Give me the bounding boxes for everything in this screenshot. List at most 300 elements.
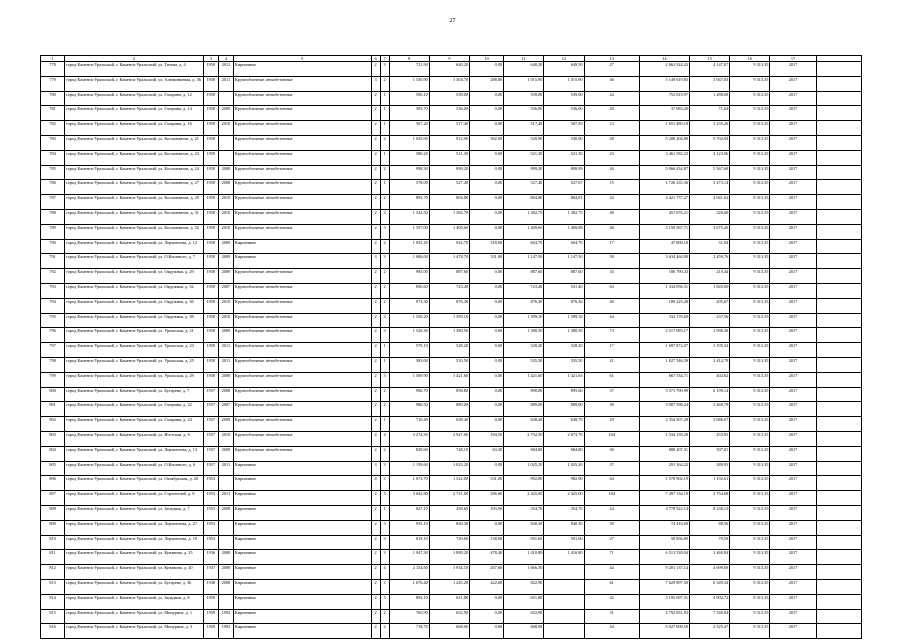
cost-per-sqm-cell: 507,01 [690,446,730,461]
entrances-cell: 3 [380,579,389,594]
repair-cost-cell: 47 800,10 [639,239,689,254]
wall-material-cell: Крупноблочные лёгкобетонные [233,195,371,210]
living-area-cell: 521,30 [429,150,469,165]
nonresidential-area-cell: 0,00 [470,298,504,313]
entrances-cell: 3 [380,520,389,535]
living-area-cell: 1 382,70 [429,210,469,225]
max-cost-cell: 9 313,35 [730,461,770,476]
build-year-cell: 1958 [203,210,218,225]
living-area-cell: 539,00 [429,91,469,106]
total-area-cell: 996,70 [389,387,429,402]
address-cell: город Каменск-Уральский, г. Каменск-Уральский, ул. Гагарина, д. 12 [65,91,204,106]
municipal-area-cell: 536,00 [544,106,584,121]
cost-per-sqm-cell: 7 340,84 [690,609,730,624]
trailing-empty-cell [816,224,861,239]
repair-year-cell [218,535,233,550]
wall-material-cell: Кирпичные [233,491,371,506]
table-row [41,358,862,373]
planned-year-cell: 2017 [770,106,816,121]
repair-year-cell [218,476,233,491]
page-number: 27 [449,18,456,24]
municipal-area-cell: 530,90 [544,136,584,151]
entrances-cell: 2 [380,165,389,180]
column-number-cell: 6 [371,56,380,62]
cost-per-sqm-cell: 3 947,03 [690,76,730,91]
table-row [41,565,862,580]
address-cell: город Каменск-Уральский, г. Каменск-Уральский, ул. Космонавтов, д. 24 [65,165,204,180]
repair-year-cell: 1992 [218,609,233,624]
wall-material-cell: Крупноблочные лёгкобетонные [233,180,371,195]
floors-cell: 2 [371,624,380,639]
cost-per-sqm-cell: 289,95 [690,461,730,476]
table-row [41,609,862,624]
cost-per-sqm-cell: 4 941,62 [690,195,730,210]
planned-year-cell: 2017 [770,372,816,387]
cost-per-sqm-cell: 1 996,38 [690,328,730,343]
max-cost-cell: 9 313,35 [730,328,770,343]
repair-year-cell [218,594,233,609]
private-area-cell: 638,40 [504,417,544,432]
private-area-cell: 527,40 [504,180,544,195]
repair-year-cell: 2011 [218,461,233,476]
floors-cell: 2 [371,550,380,565]
row-number-cell: 803 [41,432,65,447]
repair-year-cell [218,91,233,106]
build-year-cell: 1959 [203,624,218,639]
table-row [41,594,862,609]
municipal-area-cell: 2 425,00 [544,491,584,506]
column-number-cell: 9 [429,56,469,62]
address-cell: город Каменск-Уральский, г. Каменск-Уральский, ул. Окружная, д. 38 [65,313,204,328]
repair-cost-cell: 5 066 434,87 [639,165,689,180]
municipal-area-cell: 535,50 [544,358,584,373]
row-number-cell: 801 [41,402,65,417]
repair-year-cell [218,136,233,151]
nonresidential-area-cell: 0,00 [470,343,504,358]
cost-per-sqm-cell: 6 349,34 [690,579,730,594]
address-cell: город Каменск-Уральский, г. Каменск-Уральский, ул. Гагарина, д. 16 [65,121,204,136]
wall-material-cell: Кирпичные [233,579,371,594]
living-area-cell: 1 522,00 [429,476,469,491]
residents-cell: 48 [584,210,639,225]
address-cell: город Каменск-Уральский, г. Каменск-Уральский, ул. Бугарева, д. 36 [65,579,204,594]
entrances-cell: 3 [380,476,389,491]
build-year-cell: 1958 [203,195,218,210]
column-number-cell: 4 [218,56,233,62]
nonresidential-area-cell: 0,00 [470,165,504,180]
total-area-cell: 567,20 [389,121,429,136]
entrances-cell: 2 [380,387,389,402]
trailing-empty-cell [816,372,861,387]
row-number-cell: 815 [41,609,65,624]
nonresidential-area-cell: 0,00 [470,150,504,165]
trailing-empty-cell [816,535,861,550]
living-area-cell: 912,90 [429,136,469,151]
row-number-cell: 807 [41,491,65,506]
planned-year-cell: 2017 [770,579,816,594]
floors-cell: 3 [371,461,380,476]
wall-material-cell: Кирпичные [233,506,371,521]
residents-cell: 36 [584,446,639,461]
private-area-cell: 899,20 [504,165,544,180]
nonresidential-area-cell: 392,00 [470,136,504,151]
build-year-cell: 1958 [203,269,218,284]
address-cell: город Каменск-Уральский, г. Каменск-Уральский, ул. Космонавтов, д. 32 [65,224,204,239]
build-year-cell: 1958 [203,224,218,239]
address-cell: город Каменск-Уральский, г. Каменск-Уральский, ул. Октябрьская, д. 20 [65,476,204,491]
trailing-empty-cell [816,150,861,165]
row-number-cell: 796 [41,328,65,343]
housing-registry-table-wrapper [40,55,862,639]
nonresidential-area-cell: 0,00 [470,520,504,535]
table-row [41,195,862,210]
living-area-cell: 528,20 [429,343,469,358]
table-row [41,535,862,550]
address-cell: город Каменск-Уральский, г. Каменск-Уральский, ул. Лермонтова, д. 12 [65,239,204,254]
row-number-cell: 787 [41,195,65,210]
living-area-cell: 804,80 [429,195,469,210]
residents-cell: 39 [584,402,639,417]
max-cost-cell: 9 313,35 [730,343,770,358]
private-area-cell: 604,70 [504,239,544,254]
residents-cell: 20 [584,106,639,121]
entrances-cell: 1 [380,506,389,521]
repair-cost-cell: 3 778 922,14 [639,506,689,521]
repair-cost-cell: 291 164,22 [639,461,689,476]
living-area-cell: 527,40 [429,180,469,195]
total-area-cell: 710,40 [389,417,429,432]
address-cell: город Каменск-Уральский, г. Каменск-Уральский, ул. Лермонтова, д. 13 [65,446,204,461]
row-number-cell: 811 [41,550,65,565]
floors-cell: 2 [371,298,380,313]
residents-cell: 28 [584,136,639,151]
row-number-cell: 812 [41,565,65,580]
municipal-area-cell [544,565,584,580]
max-cost-cell: 9 313,35 [730,62,770,77]
total-area-cell: 1 676,40 [389,579,429,594]
repair-year-cell [218,150,233,165]
private-area-cell: 1 399,10 [504,313,544,328]
repair-year-cell: 2011 [218,358,233,373]
municipal-area-cell: 1 409,88 [544,224,584,239]
repair-year-cell: 2012 [218,62,233,77]
entrances-cell: 4 [380,565,389,580]
table-body [41,62,862,639]
column-number-cell: 11 [504,56,544,62]
nonresidential-area-cell: 103,90 [470,506,504,521]
max-cost-cell: 9 313,35 [730,284,770,299]
trailing-empty-cell [816,195,861,210]
floors-cell: 2 [371,358,380,373]
repair-cost-cell: 880 207,31 [639,446,689,461]
total-area-cell: 1 045,00 [389,136,429,151]
nonresidential-area-cell: 0,00 [470,402,504,417]
total-area-cell: 718,70 [389,624,429,639]
max-cost-cell: 9 313,35 [730,609,770,624]
nonresidential-area-cell: 0,00 [470,121,504,136]
living-area-cell: 1 399,10 [429,313,469,328]
column-number-cell: 2 [65,56,204,62]
nonresidential-area-cell: 194,50 [470,432,504,447]
row-number-cell: 798 [41,358,65,373]
planned-year-cell: 2017 [770,432,816,447]
cost-per-sqm-cell: 4 902,72 [690,594,730,609]
address-cell: город Каменск-Уральский, г. Каменск-Уральский, ул. Уральская, д. 21 [65,328,204,343]
build-year-cell: 1958 [203,594,218,609]
total-area-cell: 985,00 [389,269,429,284]
table-row [41,550,862,565]
floors-cell: 2 [371,195,380,210]
max-cost-cell: 9 313,35 [730,150,770,165]
repair-year-cell: 2010 [218,224,233,239]
row-number-cell: 805 [41,461,65,476]
repair-cost-cell: 451 676,21 [639,210,689,225]
floors-cell: 3 [371,254,380,269]
trailing-empty-cell [816,91,861,106]
total-area-cell: 721,90 [389,62,429,77]
municipal-area-cell: 982,90 [544,476,584,491]
trailing-empty-cell [816,106,861,121]
entrances-cell: 3 [380,491,389,506]
repair-cost-cell: 752 819,97 [639,91,689,106]
repair-cost-cell: 3 461 582,23 [639,150,689,165]
cost-per-sqm-cell: 205,67 [690,298,730,313]
repair-cost-cell: 186 790,33 [639,269,689,284]
build-year-cell: 1953 [203,491,218,506]
wall-material-cell: Крупноблочные лёгкобетонные [233,224,371,239]
planned-year-cell: 2017 [770,328,816,343]
repair-year-cell: 2009 [218,239,233,254]
build-year-cell: 1953 [203,535,218,550]
cost-per-sqm-cell: 2 754,68 [690,491,730,506]
repair-year-cell: 2010 [218,298,233,313]
column-number-cell: 10 [470,56,504,62]
max-cost-cell: 9 313,35 [730,210,770,225]
entrances-cell: 2 [380,76,389,91]
nonresidential-area-cell: 63,30 [470,446,504,461]
living-area-cell: 1 934,10 [429,565,469,580]
address-cell: город Каменск-Уральский, г. Каменск-Уральский, ул. Уральская, д. 25 [65,358,204,373]
floors-cell: 2 [371,565,380,580]
trailing-empty-cell [816,136,861,151]
floors-cell: 2 [371,136,380,151]
wall-material-cell: Кирпичные [233,565,371,580]
private-area-cell: 887,60 [504,269,544,284]
planned-year-cell: 2017 [770,343,816,358]
table-row [41,284,862,299]
municipal-area-cell [544,624,584,639]
table-row [41,579,862,594]
planned-year-cell: 2017 [770,180,816,195]
municipal-area-cell: 887,60 [544,269,584,284]
residents-cell: 37 [584,461,639,476]
table-row [41,165,862,180]
residents-cell: 46 [584,224,639,239]
entrances-cell: 2 [380,239,389,254]
cost-per-sqm-cell: 3 412,79 [690,358,730,373]
max-cost-cell: 9 313,35 [730,76,770,91]
column-number-cell: 5 [233,56,371,62]
private-area-cell: 521,30 [504,150,544,165]
private-area-cell: 2 752,50 [504,432,544,447]
private-area-cell: 517,40 [504,121,544,136]
table-row [41,62,862,77]
wall-material-cell: Крупноблочные лёгкобетонные [233,150,371,165]
residents-cell: 61 [584,579,639,594]
repair-year-cell: 2008 [218,165,233,180]
max-cost-cell: 9 313,35 [730,121,770,136]
floors-cell: 2 [371,506,380,521]
max-cost-cell: 9 313,35 [730,506,770,521]
municipal-area-cell: 539,00 [544,91,584,106]
nonresidential-area-cell: 0,00 [470,224,504,239]
residents-cell: 42 [584,565,639,580]
municipal-area-cell: 1 380,50 [544,328,584,343]
trailing-empty-cell [816,387,861,402]
max-cost-cell: 9 313,35 [730,106,770,121]
planned-year-cell: 2017 [770,165,816,180]
row-number-cell: 778 [41,62,65,77]
column-number-cell: 13 [584,56,639,62]
build-year-cell: 1938 [203,579,218,594]
cost-per-sqm-cell: 1 288,08 [690,91,730,106]
nonresidential-area-cell: 0,00 [470,313,504,328]
max-cost-cell: 9 313,35 [730,535,770,550]
trailing-empty-cell [816,520,861,535]
total-area-cell: 765,90 [389,609,429,624]
table-row [41,520,862,535]
row-number-cell: 809 [41,520,65,535]
nonresidential-area-cell: 531,00 [470,476,504,491]
planned-year-cell: 2017 [770,121,816,136]
max-cost-cell: 9 313,35 [730,180,770,195]
max-cost-cell: 9 313,35 [730,565,770,580]
living-area-cell: 652,90 [429,609,469,624]
repair-cost-cell: 9 201 137,14 [639,565,689,580]
row-number-cell: 813 [41,579,65,594]
municipal-area-cell: 638,79 [544,417,584,432]
row-number-cell: 793 [41,284,65,299]
wall-material-cell: Крупноблочные лёгкобетонные [233,298,371,313]
total-area-cell: 583,70 [389,106,429,121]
build-year-cell: 1958 [203,298,218,313]
planned-year-cell: 2017 [770,239,816,254]
municipal-area-cell: 649,50 [544,62,584,77]
row-number-cell: 792 [41,269,65,284]
total-area-cell: 890,60 [389,284,429,299]
residents-cell: 22 [584,195,639,210]
trailing-empty-cell [816,624,861,639]
max-cost-cell: 9 313,35 [730,550,770,565]
entrances-cell: 3 [380,594,389,609]
nonresidential-area-cell: 0,00 [470,358,504,373]
planned-year-cell: 2017 [770,313,816,328]
table-row [41,298,862,313]
trailing-empty-cell [816,358,861,373]
build-year-cell: 1958 [203,358,218,373]
table-row [41,402,862,417]
trailing-empty-cell [816,550,861,565]
private-area-cell: 536,00 [504,106,544,121]
floors-cell: 4 [371,432,380,447]
row-number-cell: 789 [41,224,65,239]
private-area-cell: 354,70 [504,506,544,521]
table-row [41,136,862,151]
entrances-cell: 3 [380,62,389,77]
total-area-cell: 580,20 [389,150,429,165]
column-number-cell: 16 [730,56,770,62]
entrances-cell: 2 [380,624,389,639]
repair-cost-cell: 4 792 851,93 [639,609,689,624]
private-area-cell: 1 015,90 [504,76,544,91]
planned-year-cell: 2017 [770,210,816,225]
address-cell: город Каменск-Уральский, г. Каменск-Уральский, ул. Космонавтов, д. 31 [65,210,204,225]
address-cell: город Каменск-Уральский, г. Каменск-Уральский, ул. Мичурина, д. 1 [65,609,204,624]
trailing-empty-cell [816,76,861,91]
max-cost-cell: 9 313,35 [730,298,770,313]
private-area-cell: 651,80 [504,594,544,609]
cost-per-sqm-cell: 1 192,61 [690,476,730,491]
municipal-area-cell: 528,20 [544,343,584,358]
max-cost-cell: 9 313,35 [730,358,770,373]
municipal-area-cell: 521,30 [544,150,584,165]
row-number-cell: 781 [41,106,65,121]
build-year-cell: 1958 [203,121,218,136]
planned-year-cell: 2017 [770,91,816,106]
living-area-cell: 748,10 [429,446,469,461]
total-area-cell: 1 550,20 [389,313,429,328]
municipal-area-cell: 1 147,50 [544,254,584,269]
max-cost-cell: 9 313,35 [730,387,770,402]
residents-cell: 104 [584,491,639,506]
address-cell: город Каменск-Уральский, г. Каменск-Уральский, ул. О.Кошевого, д. 7 [65,254,204,269]
max-cost-cell: 9 313,35 [730,491,770,506]
living-area-cell: 876,30 [429,298,469,313]
row-number-cell: 784 [41,150,65,165]
floors-cell: 2 [371,328,380,343]
municipal-area-cell [544,579,584,594]
living-area-cell: 922,70 [429,239,469,254]
build-year-cell: 1936 [203,550,218,565]
trailing-empty-cell [816,402,861,417]
entrances-cell: 1 [380,121,389,136]
residents-cell: 13 [584,121,639,136]
row-number-cell: 794 [41,298,65,313]
total-area-cell: 935,10 [389,520,429,535]
floors-cell: 2 [371,284,380,299]
repair-cost-cell: 332 176,60 [639,313,689,328]
municipal-area-cell: 531,40 [544,284,584,299]
nonresidential-area-cell: 288,80 [470,76,504,91]
residents-cell: 15 [584,180,639,195]
repair-cost-cell: 1 334 856,31 [639,284,689,299]
table-row [41,343,862,358]
address-cell: город Каменск-Уральский, г. Каменск-Уральский, ул. Гагарина, д. 24 [65,417,204,432]
repair-cost-cell: 58 856,89 [639,535,689,550]
municipal-area-cell: 876,30 [544,298,584,313]
nonresidential-area-cell: 0,00 [470,91,504,106]
entrances-cell: 1 [380,358,389,373]
repair-year-cell: 2008 [218,579,233,594]
nonresidential-area-cell: 0,00 [470,180,504,195]
address-cell: город Каменск-Уральский, г. Каменск-Уральский, ул. Алюминиевая, д. 36 [65,76,204,91]
wall-material-cell: Кирпичные [233,461,371,476]
repair-cost-cell: 5 208 204,88 [639,136,689,151]
trailing-empty-cell [816,491,861,506]
planned-year-cell: 2017 [770,284,816,299]
table-row [41,461,862,476]
build-year-cell: 1957 [203,402,218,417]
